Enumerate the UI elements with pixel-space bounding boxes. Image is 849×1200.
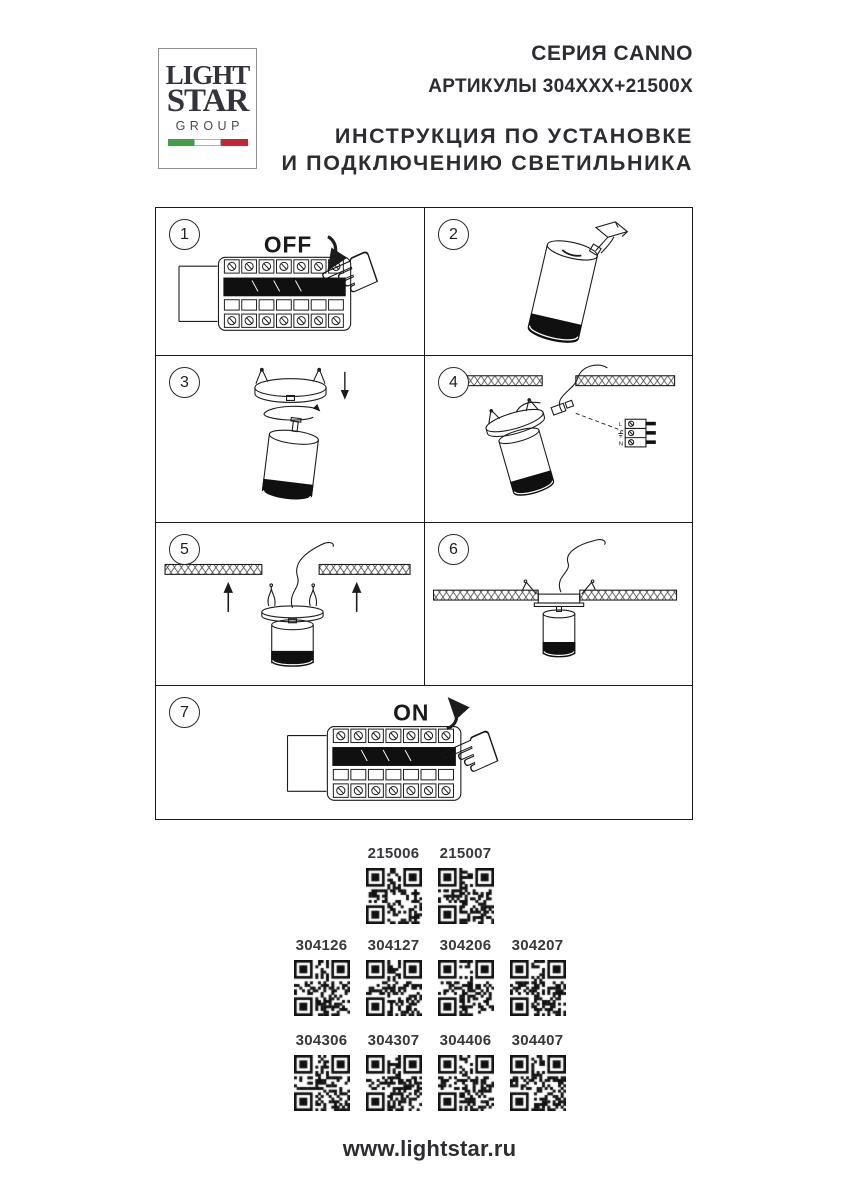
qr-item <box>438 1032 494 1111</box>
instruction-title <box>282 123 693 177</box>
qr-code <box>366 1055 422 1111</box>
lamp-drawing <box>262 415 321 502</box>
qr-item <box>294 937 350 1016</box>
lamp-drawing <box>481 396 563 501</box>
qr-code <box>510 1055 566 1111</box>
step-7-illustration <box>156 686 692 819</box>
step-number: 2 <box>438 219 469 250</box>
qr-code <box>366 868 422 924</box>
pointing-hand-icon: ☜ <box>423 702 517 806</box>
rotate-arrow-icon <box>264 406 319 414</box>
articles-line: АРТИКУЛЫ 304XXX+21500X <box>428 76 693 97</box>
lamp-drawing <box>543 610 575 657</box>
logo-word-star: STAR <box>166 83 249 120</box>
qr-code <box>294 960 350 1016</box>
step-6-panel <box>425 523 692 686</box>
steps-grid <box>155 207 693 820</box>
qr-code <box>438 868 494 924</box>
qr-article-label: 304127 <box>367 937 420 954</box>
header-titles <box>282 42 693 177</box>
instruction-title-line1: ИНСТРУКЦИЯ ПО УСТАНОВКЕ <box>334 124 693 148</box>
qr-group-304xxx-row2 <box>5 1032 849 1111</box>
terminal-label-l: L <box>618 422 623 429</box>
pointing-hand-icon: ☜ <box>304 224 397 327</box>
earth-symbol-icon <box>618 431 623 437</box>
step-number: 4 <box>438 367 469 398</box>
step-number: 7 <box>169 697 200 728</box>
callout-line <box>576 413 623 431</box>
lamp-drawing <box>527 208 629 351</box>
qr-article-label: 304307 <box>367 1032 420 1049</box>
qr-code <box>438 960 494 1016</box>
step-3-panel <box>156 356 425 523</box>
qr-code <box>510 960 566 1016</box>
on-label: ON <box>393 699 430 726</box>
wire-drawing <box>559 540 605 593</box>
qr-group-21500x <box>5 845 849 924</box>
logo-word-light: LIGHT <box>165 60 250 90</box>
qr-code <box>438 1055 494 1111</box>
ceiling-drawing <box>165 564 262 574</box>
qr-article-label: 304126 <box>295 937 348 954</box>
qr-article-label: 304207 <box>511 937 564 954</box>
logo-word-group: GROUP <box>175 119 244 134</box>
qr-item <box>366 845 422 924</box>
step-number: 6 <box>438 534 469 565</box>
qr-item <box>366 1032 422 1111</box>
mounting-ring-drawing <box>255 368 326 402</box>
step-7-panel <box>156 686 692 819</box>
ceiling-drawing <box>434 590 539 600</box>
wire-drawing <box>559 365 607 411</box>
step-5-panel <box>156 523 425 686</box>
step-2-panel <box>425 208 692 356</box>
qr-article-label: 304306 <box>295 1032 348 1049</box>
flag-green-segment <box>168 139 195 146</box>
step-4-panel <box>425 356 692 523</box>
step-1-panel <box>156 208 425 356</box>
website-url: www.lightstar.ru <box>342 1136 517 1161</box>
qr-item <box>366 937 422 1016</box>
step-number: 5 <box>169 534 200 565</box>
qr-item <box>510 937 566 1016</box>
qr-article-label: 215007 <box>439 845 492 862</box>
qr-code <box>366 960 422 1016</box>
wire-drawing <box>291 543 333 608</box>
off-label: OFF <box>263 231 313 258</box>
lightstar-logo <box>158 48 257 169</box>
qr-code <box>294 1055 350 1111</box>
step-number: 1 <box>169 219 200 250</box>
step-number: 3 <box>169 367 200 398</box>
flag-red-segment <box>221 139 248 146</box>
qr-article-label: 304406 <box>439 1032 492 1049</box>
flag-white-segment <box>194 139 221 146</box>
qr-article-label: 215006 <box>367 845 420 862</box>
connector-plug-drawing <box>594 218 629 241</box>
qr-article-label: 304407 <box>511 1032 564 1049</box>
italian-flag-bar <box>168 139 248 146</box>
qr-group-304xxx-row1 <box>5 937 849 1016</box>
lamp-drawing <box>272 620 313 666</box>
spring-clip-drawing <box>268 586 275 606</box>
qr-item <box>438 937 494 1016</box>
terminal-label-n: N <box>618 441 624 448</box>
series-title: СЕРИЯ CANNO <box>531 42 693 65</box>
qr-item <box>294 1032 350 1111</box>
instruction-title-line2: И ПОДКЛЮЧЕНИЮ СВЕТИЛЬНИКА <box>281 151 693 176</box>
qr-item <box>438 845 494 924</box>
terminal-block-drawing <box>618 419 656 447</box>
mounting-ring-drawing <box>538 594 579 603</box>
qr-article-label: 304206 <box>439 937 492 954</box>
qr-item <box>510 1032 566 1111</box>
